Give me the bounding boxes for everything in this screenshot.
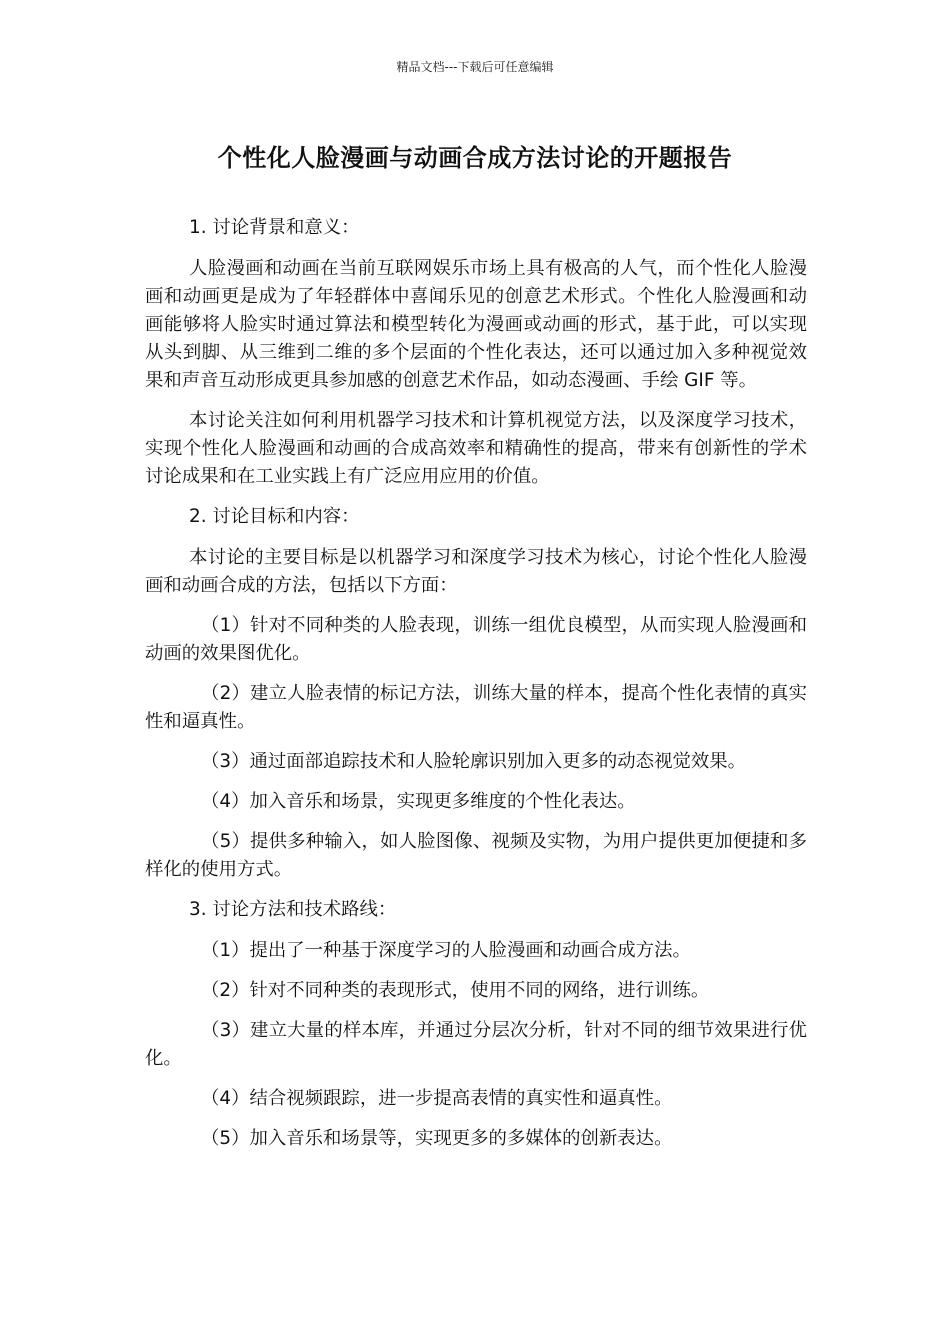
section-2-item-4: （4）加入音乐和场景，实现更多维度的个性化表达。: [201, 791, 636, 812]
section-1-paragraph-2: 本讨论关注如何利用机器学习技术和计算机视觉方法，以及深度学习技术，实现个性化人脸漫画和动画的合成高效率和精确性的提高，带来有创新性的学术讨论成果和在工业实践上有广泛应用应用的价值。: [145, 410, 807, 487]
section-3-item-5: （5）加入音乐和场景等，实现更多的多媒体的创新表达。: [201, 1128, 673, 1149]
section-3-item-2: （2）针对不同种类的表现形式，使用不同的网络，进行训练。: [201, 980, 710, 1001]
section-2-heading: 2. 讨论目标和内容：: [189, 506, 360, 527]
section-3-item-4: （4）结合视频跟踪，进一步提高表情的真实性和逼真性。: [201, 1088, 673, 1109]
section-2-item-2: （2）建立人脸表情的标记方法，训练大量的样本，提高个性化表情的真实性和逼真性。: [145, 683, 807, 732]
section-2-item-1: （1）针对不同种类的人脸表现，训练一组优良模型，从而实现人脸漫画和动画的效果图优化。: [145, 615, 807, 664]
document-body: [145, 214, 807, 1165]
section-1-heading: 1. 讨论背景和意义：: [189, 217, 360, 238]
section-1-paragraph-1: 人脸漫画和动画在当前互联网娱乐市场上具有极高的人气，而个性化人脸漫画和动画更是成为了年轻群体中喜闻乐见的创意艺术形式。个性化人脸漫画和动画能够将人脸实时通过算法和模型转化为漫画或动画的形式，基于此，可以实现从头到脚、从三维到二维的多个层面的个性化表达，还可以通过加入多种视觉效果和声音互动形成更具参加感的创意艺术作品，如动态漫画、手绘 GIF 等。: [145, 258, 807, 391]
header-note: 精品文档---下载后可任意编辑: [396, 60, 554, 74]
section-3-item-3: （3）建立大量的样本库，并通过分层次分析，针对不同的细节效果进行优化。: [145, 1020, 807, 1069]
section-2-intro: 本讨论的主要目标是以机器学习和深度学习技术为核心，讨论个性化人脸漫画和动画合成的方法，包括以下方面：: [145, 547, 807, 596]
section-2-item-5: （5）提供多种输入，如人脸图像、视频及实物，为用户提供更加便捷和多样化的使用方式。: [145, 831, 807, 880]
document-title: 个性化人脸漫画与动画合成方法讨论的开题报告: [217, 144, 733, 172]
section-3-item-1: （1）提出了一种基于深度学习的人脸漫画和动画合成方法。: [201, 940, 691, 961]
section-2-item-3: （3）通过面部追踪技术和人脸轮廓识别加入更多的动态视觉效果。: [201, 751, 747, 772]
section-3-heading: 3. 讨论方法和技术路线：: [189, 899, 397, 920]
